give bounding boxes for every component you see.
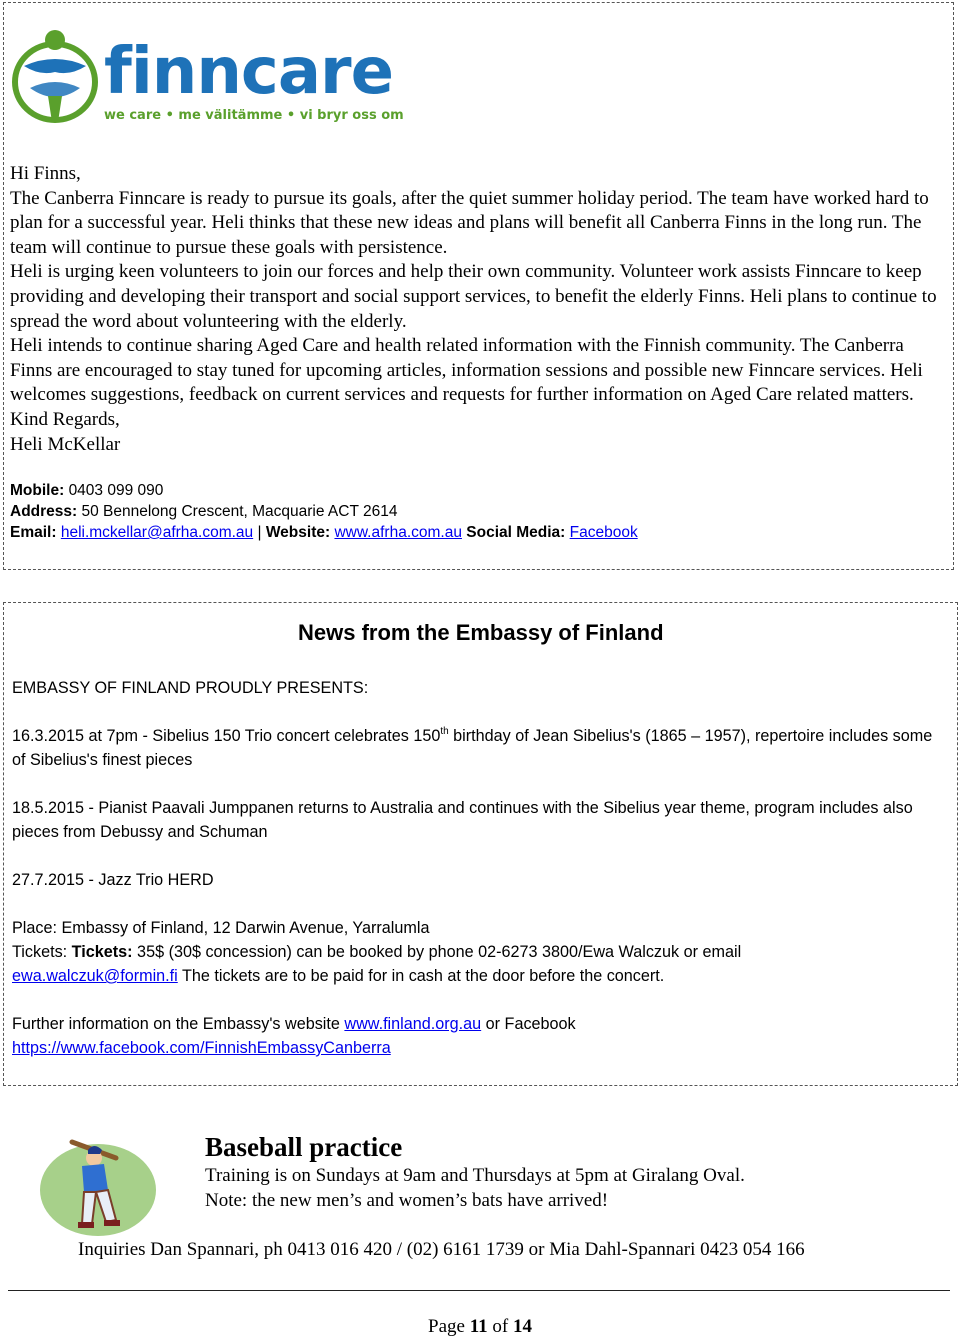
page-prefix: Page [428,1316,470,1337]
contact-separator: | [257,524,262,541]
embassy-event-1 [12,724,942,772]
embassy-presents: EMBASSY OF FINLAND PROUDLY PRESENTS: [12,679,369,697]
mobile-number: 0403 099 090 [68,482,164,499]
letter-greeting: Hi Finns, [10,163,81,184]
embassy-facebook-link[interactable]: https://www.facebook.com/FinnishEmbassyCanberra [12,1039,391,1057]
contact-links [10,522,945,543]
letter-paragraph-3: Heli intends to continue sharing Aged Care and health related information with the Finnish community. The Canberra Finns are encouraged to stay tuned for upcoming articles, information sessions and possible new Finncare services. Heli welcomes suggestions, feedback on current services and requests for further information on Aged Care related matters. [10,335,923,406]
further-text: Further information on the Embassy's website [12,1015,345,1033]
tickets-prefix: Tickets: [12,943,72,961]
letter-paragraph-2: Heli is urging keen volunteers to join our forces and help their own community. Volunteer work assists Finncare to keep providing and developing their transport and social support services, to benefit the elderly Finns. Heli plans to continue to spread the word about volunteering with the elderly. [10,261,937,332]
page-number [0,1316,960,1338]
footer-divider [8,1290,950,1291]
finncare-emblem-icon [10,26,100,126]
email-link[interactable]: heli.mckellar@afrha.com.au [60,524,254,541]
tickets-text: 35$ (30$ concession) can be booked by phone 02-6273 3800/Ewa Walczuk or email [132,943,742,961]
letter-signature: Heli McKellar [10,433,121,455]
letter-paragraph-1: The Canberra Finncare is ready to pursue its goals, after the quiet summer holiday period. The team have worked hard to plan for a successful year. Heli thinks that these new ideas and plans will benefit all Canberra Finns in the long run. The team will continue to pursue these goals with persistence. [10,187,929,258]
address-text: 50 Bennelong Crescent, Macquarie ACT 2614 [81,503,398,520]
tickets-after: The tickets are to be paid for in cash at the door before the concert. [177,967,665,985]
website-link[interactable]: www.afrha.com.au [334,524,462,541]
embassy-tickets [12,940,942,988]
website-label: Website: [265,524,331,541]
baseball-player-icon [38,1128,166,1238]
baseball-note: Note: the new men’s and women’s bats have arrived! [205,1190,609,1211]
contact-mobile [10,480,945,501]
page-mid: of [487,1316,513,1337]
tickets-email-link[interactable]: ewa.walczuk@formin.fi [12,967,178,985]
finncare-logo-word: finncare [104,35,393,109]
embassy-event-3: 27.7.2015 - Jazz Trio HERD [12,871,214,889]
address-label: Address: [10,503,78,520]
finncare-logo [10,26,404,126]
baseball-title: Baseball practice [205,1132,403,1162]
page-current: 11 [469,1316,488,1337]
embassy-place: Place: Embassy of Finland, 12 Darwin Avenue, Yarralumla [12,919,430,937]
page-total: 14 [512,1316,532,1337]
embassy-event-2: 18.5.2015 - Pianist Paavali Jumppanen returns to Australia and continues with the Sibelius year theme, program includes also pieces from Debussy and Schuman [12,799,913,841]
embassy-website-link[interactable]: www.finland.org.au [344,1015,482,1033]
event-1-text: 16.3.2015 at 7pm - Sibelius 150 Trio concert celebrates 150 [12,727,441,745]
social-label: Social Media: [466,524,566,541]
further-after: or Facebook [481,1015,576,1033]
baseball-inquiries: Inquiries Dan Spannari, ph 0413 016 420 / (02) 6161 1739 or Mia Dahl-Spannari 0423 054 166 [78,1239,805,1260]
embassy-further-info [12,1012,942,1060]
mobile-label: Mobile: [10,482,65,499]
tickets-bold: Tickets: [71,943,133,961]
facebook-link[interactable]: Facebook [569,524,638,541]
finncare-logo-tagline: we care • me välitämme • vi bryr oss om [104,108,404,123]
contact-block [10,480,945,543]
embassy-title: News from the Embassy of Finland [298,620,664,645]
finncare-letter [10,162,945,457]
baseball-training: Training is on Sundays at 9am and Thursdays at 5pm at Giralang Oval. [205,1165,745,1186]
event-1-text-rest: birthday of Jean Sibelius's (1865 – 1957), repertoire includes some of Sibelius's finest pieces [12,727,933,769]
contact-address [10,501,945,522]
letter-closing: Kind Regards, [10,408,120,430]
email-label: Email: [10,524,57,541]
event-1-sup: th [440,726,449,737]
